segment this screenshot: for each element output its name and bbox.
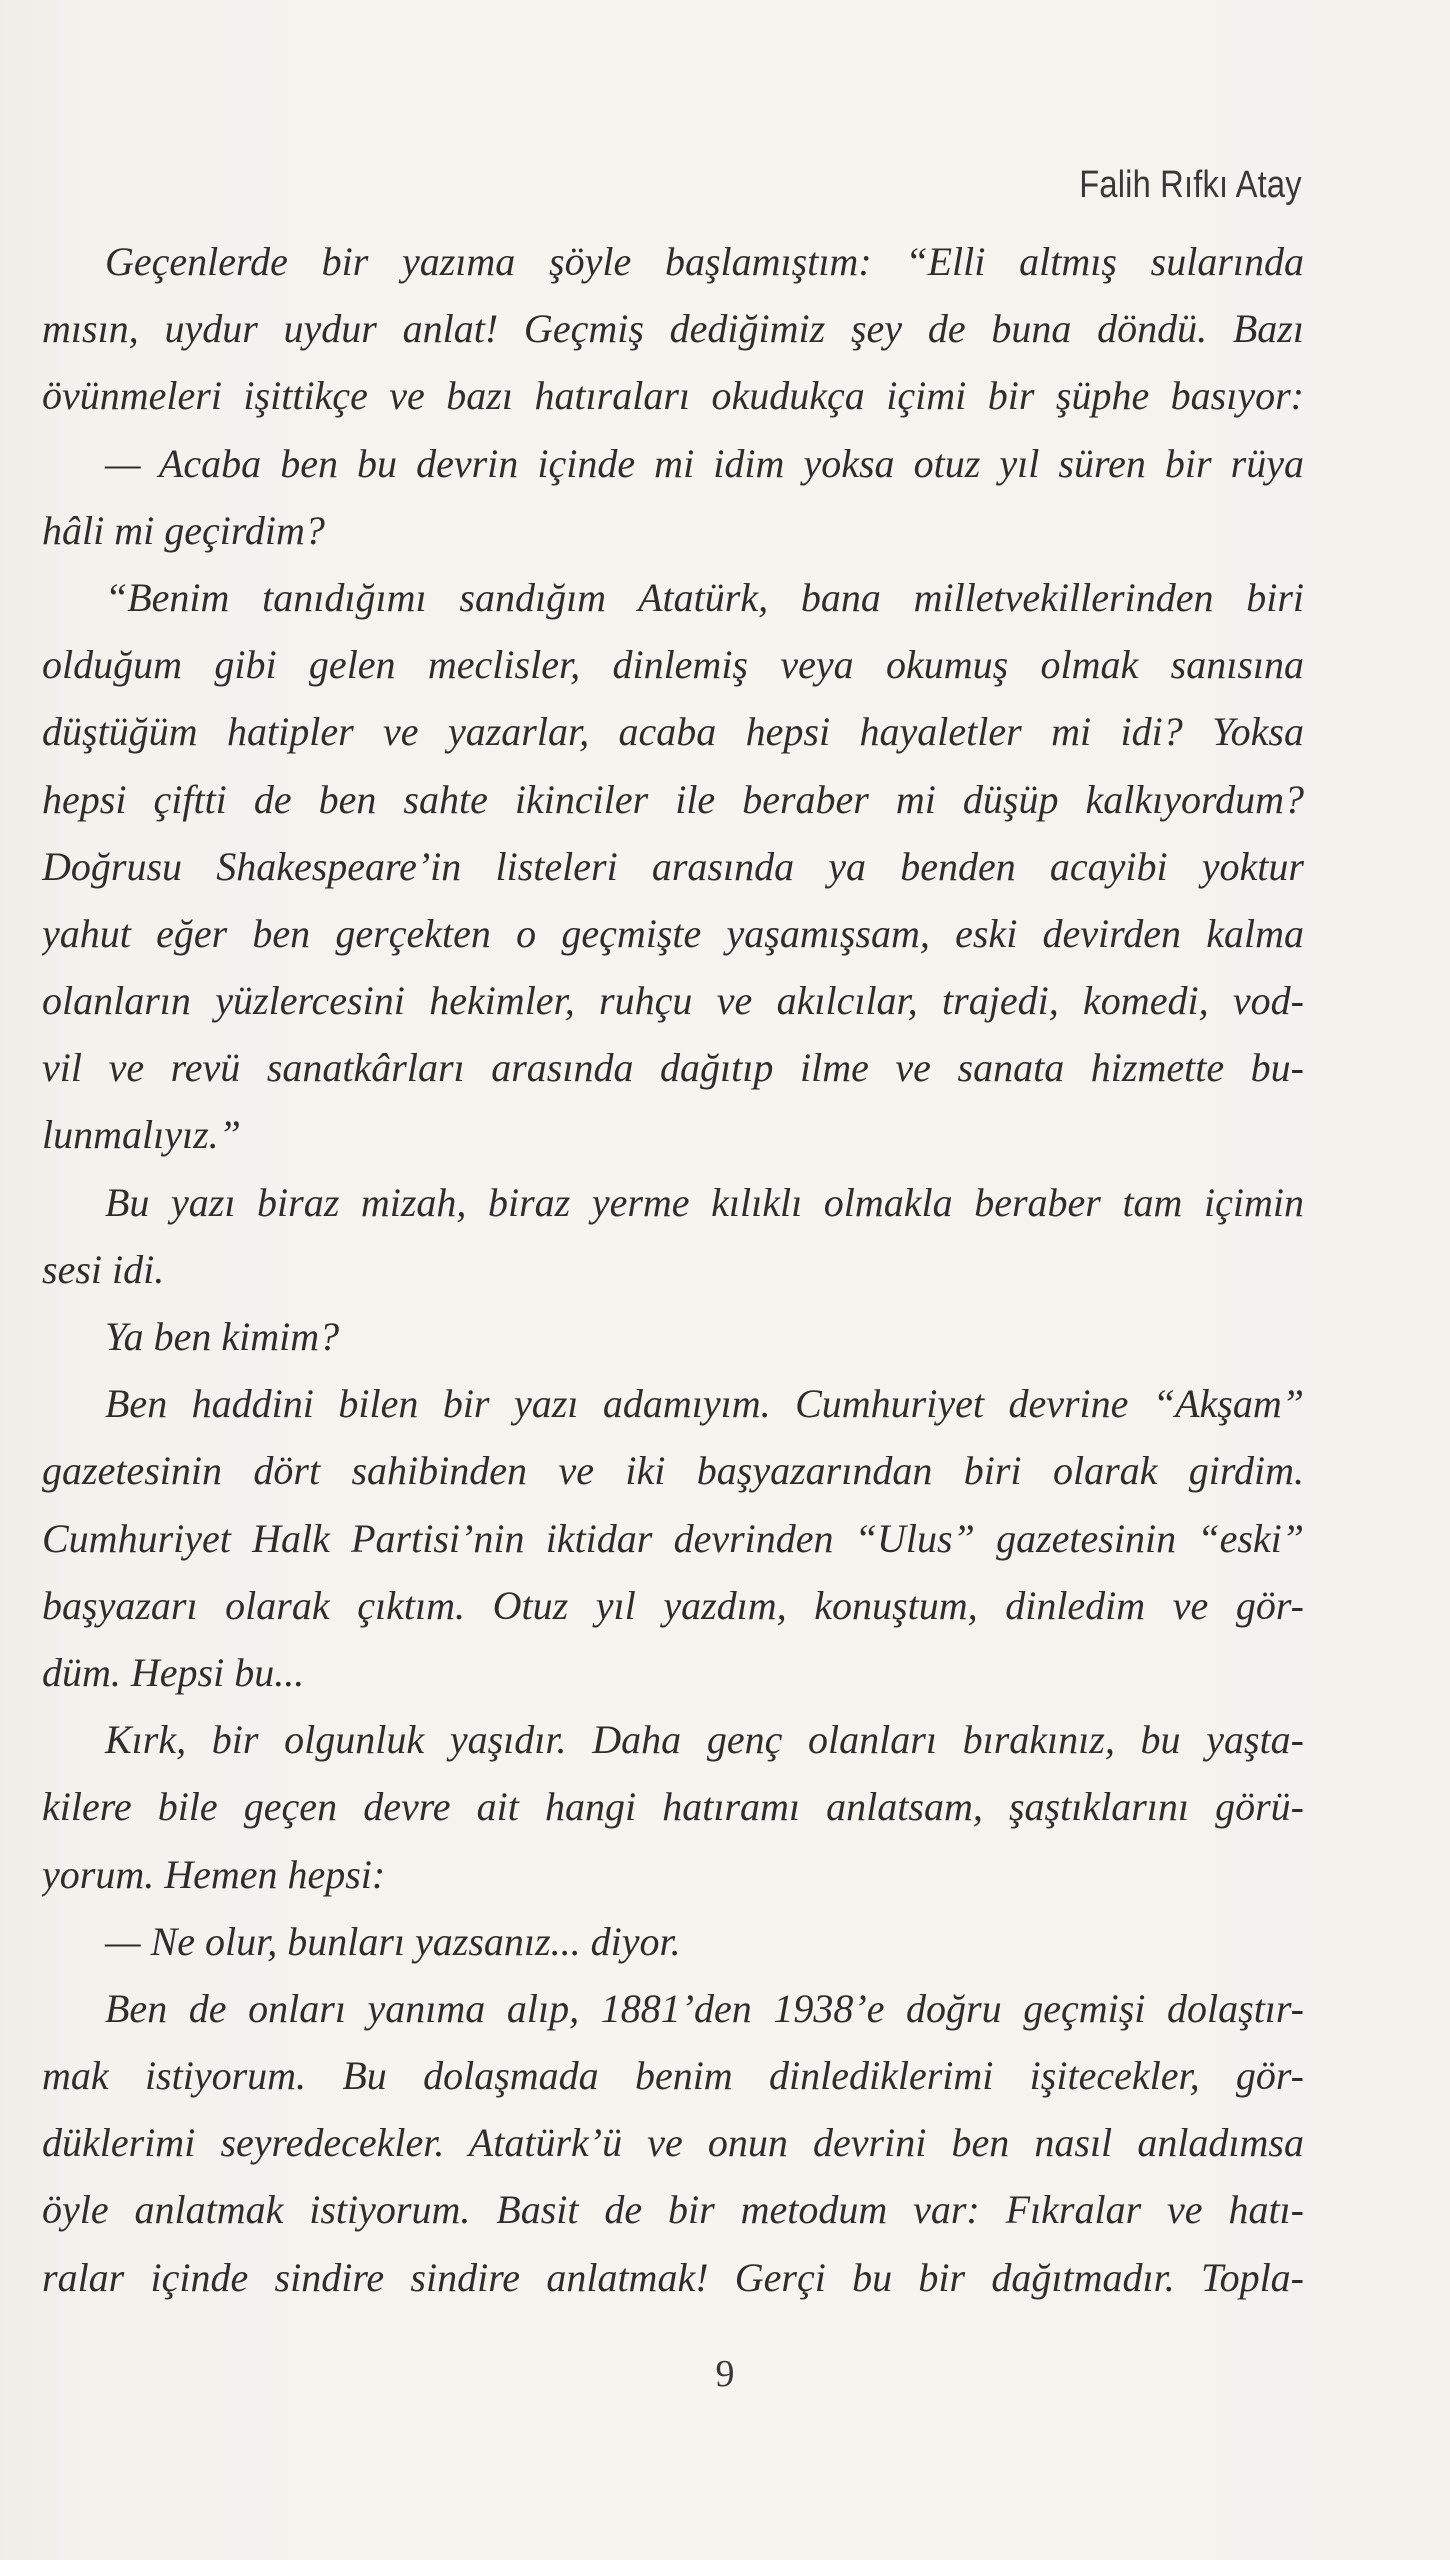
text-line: ralar içinde sindire sindire anlatmak! Gerçi bu bir dağıtmadır. Topla- [42,2254,1304,2300]
text-line: düm. Hepsi bu... [42,1649,305,1695]
text-line: olanların yüzlercesini hekimler, ruhçu ve akılcılar, trajedi, komedi, vod- [42,978,1304,1024]
text-line: hâli mi geçirdim? [42,507,325,553]
page-number: 9 [715,2353,735,2395]
text-line: sesi idi. [42,1246,165,1292]
text-line: mak istiyorum. Bu dolaşmada benim dinlediklerimi işitecekler, gör- [42,2053,1304,2099]
text-line: Ben haddini bilen bir yazı adamıyım. Cumhuriyet devrine “Akşam” [105,1381,1304,1427]
text-line: öyle anlatmak istiyorum. Basit de bir metodum var: Fıkralar ve hatı- [42,2187,1304,2233]
text-line: Bu yazı biraz mizah, biraz yerme kılıklı olmakla beraber tam içimin [105,1179,1304,1225]
text-line: — Acaba ben bu devrin içinde mi idim yoksa otuz yıl süren bir rüya [105,440,1304,486]
text-line: Kırk, bir olgunluk yaşıdır. Daha genç olanları bırakınız, bu yaşta- [105,1717,1304,1763]
text-line: gazetesinin dört sahibinden ve iki başyazarından biri olarak girdim. [42,1448,1304,1494]
body-text [42,228,1304,2311]
text-line: — Ne olur, bunları yazsanız... diyor. [105,1918,681,1964]
text-line: mısın, uydur uydur anlat! Geçmiş dediğimiz şey de buna döndü. Bazı [42,306,1304,352]
running-head: Falih Rıfkı Atay [1079,164,1302,206]
text-line: “Benim tanıdığımı sandığım Atatürk, bana milletvekillerinden biri [105,574,1304,620]
text-line: düklerimi seyredecekler. Atatürk’ü ve onun devrini ben nasıl anladımsa [42,2120,1304,2166]
text-line: düştüğüm hatipler ve yazarlar, acaba hepsi hayaletler mi idi? Yoksa [42,709,1304,755]
text-line: başyazarı olarak çıktım. Otuz yıl yazdım, konuştum, dinledim ve gör- [42,1582,1304,1628]
text-line: Geçenlerde bir yazıma şöyle başlamıştım: “Elli altmış sularında [105,239,1304,284]
text-line: olduğum gibi gelen meclisler, dinlemiş veya okumuş olmak sanısına [42,642,1304,688]
text-line: övünmeleri işittikçe ve bazı hatıraları okudukça içimi bir şüphe basıyor: [42,373,1304,419]
text-line: vil ve revü sanatkârları arasında dağıtıp ilme ve sanata hizmette bu- [42,1045,1304,1091]
text-line: Ben de onları yanıma alıp, 1881’den 1938’e doğru geçmişi dolaştır- [105,1985,1304,2031]
text-line: yorum. Hemen hepsi: [42,1851,386,1897]
text-line: hepsi çiftti de ben sahte ikinciler ile beraber mi düşüp kalkıyordum? [42,776,1304,822]
text-line: Cumhuriyet Halk Partisi’nin iktidar devrinden “Ulus” gazetesinin “eski” [42,1515,1304,1561]
text-line: Ya ben kimim? [105,1314,340,1359]
text-line: kilere bile geçen devre ait hangi hatıramı anlatsam, şaştıklarını görü- [42,1784,1304,1830]
text-line: lunmalıyız.” [42,1112,241,1158]
text-line: Doğrusu Shakespeare’in listeleri arasında ya benden acayibi yoktur [42,843,1304,889]
text-line: yahut eğer ben gerçekten o geçmişte yaşamışsam, eski devirden kalma [42,910,1304,956]
